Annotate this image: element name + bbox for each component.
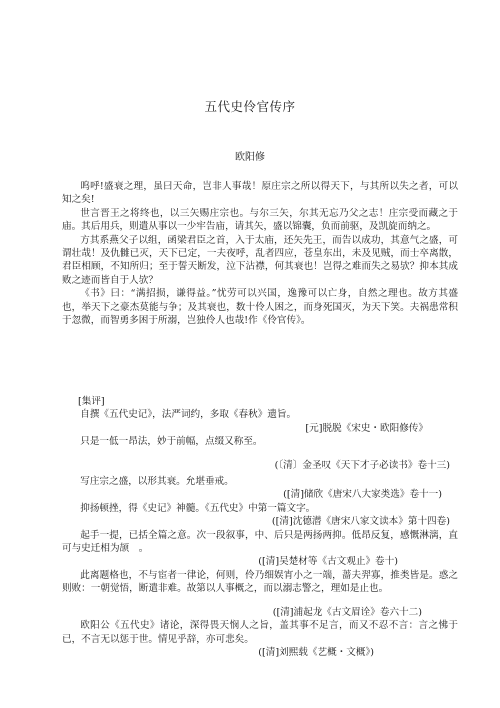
commentary-attribution: ([清]储欣《唐宋八大家类选》卷十一) <box>283 489 442 501</box>
document-author: 欧阳修 <box>235 152 265 163</box>
commentary-section <box>62 395 458 659</box>
commentary-attribution: ([清]浦起龙《古文眉诠》卷六十二) <box>272 606 422 618</box>
essay-paragraph: 呜呼!盛衰之理，虽曰天命，岂非人事哉！原庄宗之所以得天下，与其所以失之者，可以知之矣! <box>62 181 458 206</box>
essay-body <box>62 180 458 327</box>
commentary-text: 自撰《五代史记》，法严词约，多取《春秋》遗旨。 <box>80 409 297 421</box>
commentary-attribution: ([清]沈德潜《唐宋八家文读本》第十四卷) <box>271 516 450 528</box>
commentary-attribution: [元]脱脱《宋史・欧阳修传》 <box>305 422 428 434</box>
commentary-attribution: ([清]刘熙载《艺概・文概》) <box>258 646 374 658</box>
commentary-header: [集评] <box>78 396 105 407</box>
commentary-text: 此离题格也，不与宦者一律论，何则，伶乃细娱宵小之一端，蔷夫羿寡，推类皆是。惑之则败：一朝觉悟，断遣非难。故第以人事概之，而以溺志警之，理如是止也。 <box>62 569 458 595</box>
commentary-text: 抑扬顿挫，得《史记》神髓。《五代史》中第一篇文字。 <box>80 502 316 514</box>
essay-paragraph: 方其系燕父子以组，函梁君臣之首，入于太庙，还矢先王，而告以成功，其意气之盛，可谓壮哉！及仇雠已灭，天下已定，一夫夜呼，乱者四应，苍皇东出，未及见贼，而士卒离散，君臣相顾，不知所归；至于誓天断发，泣下沾襟，何其衰也！岂得之难而失之易欤？抑本其成败之迹而皆自于人欤？ <box>62 234 458 286</box>
commentary-attribution: ([清]吴楚材等《古文观止》卷十) <box>258 556 398 568</box>
essay-paragraph: 世言晋王之将终也，以三矢赐庄宗也。与尔三矢，尔其无忘乃父之志！庄宗受而藏之于庙。其后用兵，则遣从事以一少牢告庙，请其矢，盛以锦囊，负而前驱，及凯旋而纳之。 <box>62 207 458 233</box>
commentary-attribution: (〔清〕金圣叹《天下才子必读书》卷十三) <box>274 459 450 471</box>
document-title: 五代史伶官传序 <box>204 99 296 114</box>
commentary-text: 只是一低一昂法，妙于前幅，点缀又称至。 <box>80 436 263 448</box>
commentary-text: 欧阳公《五代史》诸论，深得畏天悯人之旨，盖其事不足言，而又不忍不言：言之怫于已，不言无以惩于世。情见乎辞，亦可悲矣。 <box>62 620 458 645</box>
commentary-text: 起手一提，已括全篇之意。次一段叙事，中、后只是两扬两抑。低昂反复，感慨淋漓，直可与史迁相为颉 。 <box>62 529 458 555</box>
commentary-text: 写庄宗之盛，以形其衰。允堪垂戒。 <box>80 476 234 488</box>
essay-paragraph: 《书》曰：“满招损，谦得益。”忧劳可以兴国，逸豫可以亡身，自然之理也。故方其盛也，举天下之豪杰莫能与争；及其衰也，数十伶人困之，而身死国灭，为天下笑。夫祸患常积于忽微，而智勇多困于所溺，岂独伶人也哉!作《伶官传》。 <box>62 288 458 327</box>
